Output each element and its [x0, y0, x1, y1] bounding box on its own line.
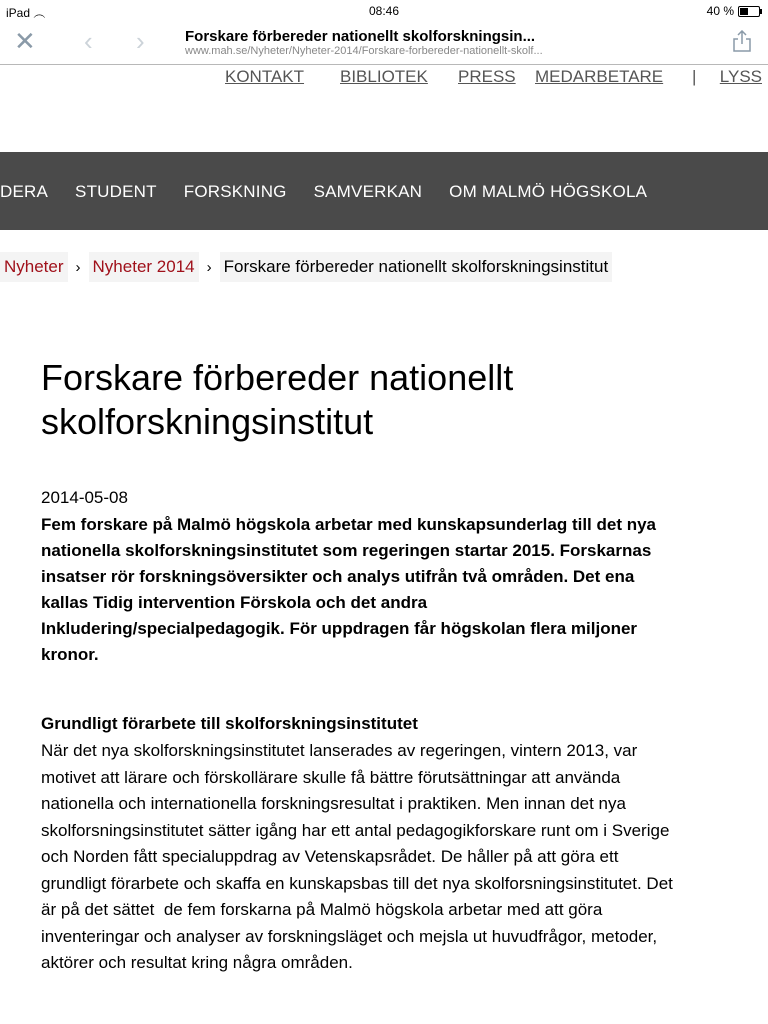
article-date: 2014-05-08	[41, 488, 128, 507]
body-line: skolforsningsinstitutet sätter igång har ett antal pedagogikforskare runt om i Sverige	[41, 820, 670, 840]
clock: 08:46	[368, 4, 400, 18]
body-line: nationella och internationella forskningsresultat i praktiken. Men innan det nya	[41, 794, 626, 813]
nav-student[interactable]: STUDENT	[75, 182, 157, 201]
share-icon[interactable]	[732, 30, 752, 52]
body-line: inventeringar och analyser av forskningsläget och mejsla ut huvudfrågor, metoder,	[41, 926, 658, 946]
status-bar	[0, 0, 768, 22]
article-lead	[41, 512, 656, 668]
browser-toolbar	[0, 22, 768, 65]
body-line: är på det sättet de fem forskarna på Malmö högskola arbetar med att göra	[41, 900, 603, 919]
nav-studera[interactable]: DERA	[0, 182, 49, 201]
nav-divider: |	[692, 67, 697, 86]
breadcrumb-nyheter-2014[interactable]: Nyheter 2014	[89, 252, 199, 282]
article-subheading: Grundligt förarbete till skolforskningsinstitutet	[41, 714, 418, 733]
breadcrumb-nyheter[interactable]: Nyheter	[0, 252, 68, 282]
url-bar[interactable]: www.mah.se/Nyheter/Nyheter-2014/Forskare-forbereder-nationellt-skolf...	[185, 45, 543, 57]
breadcrumb	[0, 252, 612, 282]
article-title: Forskare förbereder nationellt skolforskningsinstitut	[41, 357, 514, 442]
body-line: motivet att lärare och förskollärare skulle få bättre förutsättningar att använda	[41, 767, 621, 787]
lead-line: nationella skolforskningsinstitutet som regeringen startar 2015. Forskarnas	[41, 541, 652, 560]
device-name: iPad	[6, 6, 31, 20]
battery-icon	[738, 6, 760, 17]
nav-samverkan[interactable]: SAMVERKAN	[313, 182, 423, 201]
forward-icon[interactable]: ›	[136, 26, 145, 56]
main-nav	[0, 152, 768, 230]
lead-line: Inkludering/specialpedagogik. För uppdragen får högskolan flera miljoner	[41, 619, 638, 638]
article-body	[41, 738, 673, 977]
battery-status	[707, 4, 760, 18]
lead-line: kronor.	[41, 645, 99, 664]
lead-line: kallas Tidig intervention Förskola och det andra	[41, 593, 428, 612]
nav-bibliotek[interactable]: BIBLIOTEK	[340, 67, 428, 86]
nav-kontakt[interactable]: KONTAKT	[225, 67, 305, 86]
close-icon[interactable]: ✕	[14, 26, 36, 56]
back-icon[interactable]: ‹	[84, 26, 93, 56]
body-line: och Norden fått specialuppdrag av Vetenskapsrådet. De håller på att göra ett	[41, 847, 619, 866]
body-line: När det nya skolforskningsinstitutet lanserades av regeringen, vintern 2013, var	[41, 741, 638, 760]
lead-line: Fem forskare på Malmö högskola arbetar med kunskapsunderlag till det nya	[41, 515, 657, 534]
body-line: grundligt förarbete och skaffa en kunskapsbas till det nya skolforsningsinstitutet. Det	[41, 873, 673, 893]
nav-medarbetare[interactable]: MEDARBETARE	[535, 67, 664, 86]
nav-press[interactable]: PRESS	[458, 67, 516, 86]
battery-percent: 40 %	[706, 4, 734, 18]
nav-om[interactable]: OM MALMÖ HÖGSKOLA	[449, 182, 648, 201]
top-nav	[0, 67, 768, 87]
breadcrumb-current: Forskare förbereder nationellt skolforskningsinstitut	[220, 252, 613, 282]
wifi-icon: ︵	[33, 6, 46, 20]
page-title-bar[interactable]: Forskare förbereder nationellt skolforskningsin...	[185, 28, 536, 45]
body-line: aktörer och resultat kring några områden.	[41, 953, 353, 972]
chevron-right-icon: ›	[206, 258, 212, 276]
nav-forskning[interactable]: FORSKNING	[183, 182, 287, 201]
nav-lyssna[interactable]: LYSS	[719, 67, 762, 86]
chevron-right-icon: ›	[75, 258, 81, 276]
lead-line: insatser rör forskningsöversikter och analys utifrån två områden. Det ena	[41, 567, 635, 586]
